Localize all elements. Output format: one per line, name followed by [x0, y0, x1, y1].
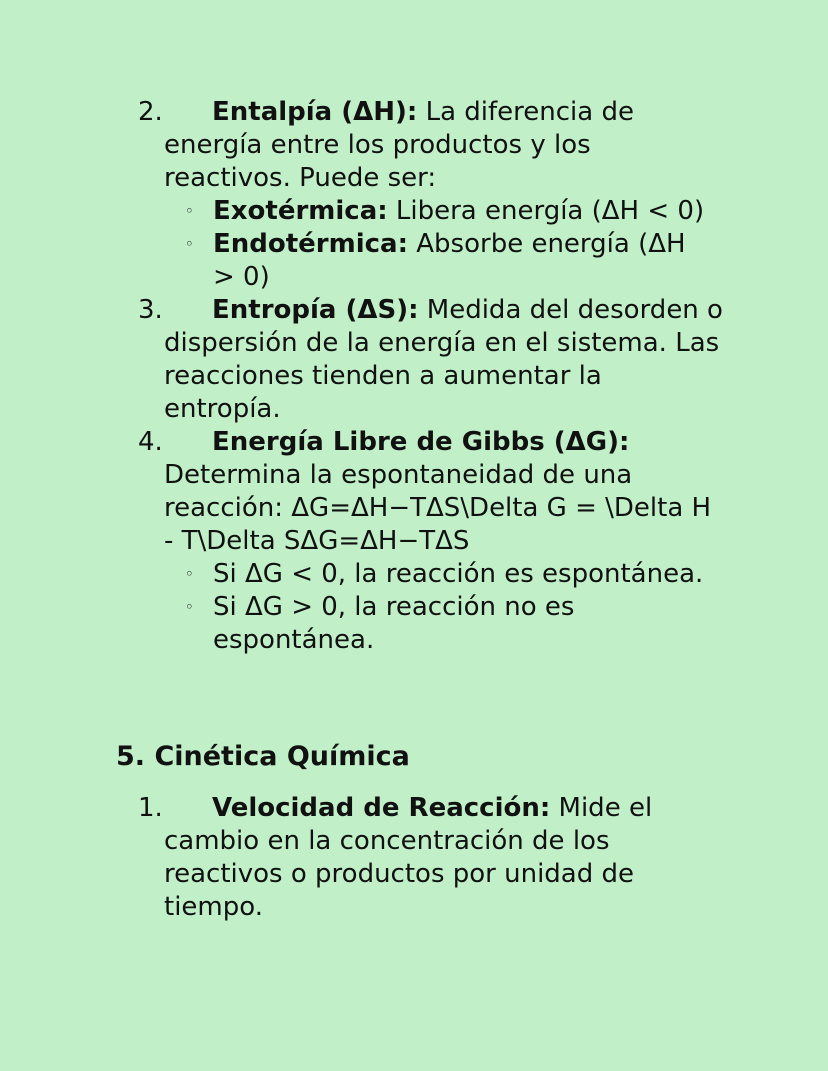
non-spontaneous-text: Si ΔG > 0, la reacción no es espontánea.	[213, 592, 575, 655]
entropy-description: Medida del desorden o dispersión de la energía en el sistema. Las reacciones tienden a aumentar la entropía.	[164, 295, 723, 424]
section-heading-kinetics: 5. Cinética Química	[116, 741, 410, 772]
item-number: 3.	[138, 295, 163, 325]
bullet-icon: ◦	[185, 565, 194, 583]
bullet-icon: ◦	[185, 202, 194, 220]
term-gibbs: Energía Libre de Gibbs (ΔG):	[212, 427, 630, 457]
list-item-enthalpy	[0, 96, 724, 294]
endothermic-description: Absorbe energía (ΔH > 0)	[213, 229, 686, 292]
sub-item-non-spontaneous	[185, 591, 713, 657]
item-number: 2.	[138, 97, 163, 127]
bullet-icon: ◦	[185, 235, 194, 253]
thermo-list	[0, 96, 724, 657]
term-exothermic: Exotérmica:	[213, 196, 388, 226]
sub-item-endothermic	[185, 228, 713, 294]
term-enthalpy: Entalpía (ΔH):	[212, 97, 418, 127]
item-number: 4.	[138, 427, 163, 457]
sub-item-exothermic	[185, 195, 713, 228]
list-item-entropy	[0, 294, 724, 426]
term-endothermic: Endotérmica:	[213, 229, 408, 259]
bullet-icon: ◦	[185, 598, 194, 616]
reaction-rate-description: Mide el cambio en la concentración de los reactivos o productos por unidad de tiempo.	[164, 793, 653, 922]
enthalpy-description: La diferencia de energía entre los productos y los reactivos. Puede ser:	[164, 97, 634, 193]
term-reaction-rate: Velocidad de Reacción:	[212, 793, 551, 823]
item-number: 1.	[138, 793, 163, 823]
term-entropy: Entropía (ΔS):	[212, 295, 419, 325]
gibbs-description: Determina la espontaneidad de una reacción: ΔG=ΔH−TΔS\Delta G = \Delta H - T\Delta SΔG=ΔH−TΔS	[164, 460, 712, 556]
list-item-reaction-rate	[0, 792, 724, 924]
exothermic-description: Libera energía (ΔH < 0)	[387, 196, 705, 226]
list-item-gibbs	[0, 426, 724, 657]
sub-item-spontaneous	[185, 558, 713, 591]
spontaneous-text: Si ΔG < 0, la reacción es espontánea.	[213, 559, 704, 589]
kinetics-list	[0, 792, 724, 924]
